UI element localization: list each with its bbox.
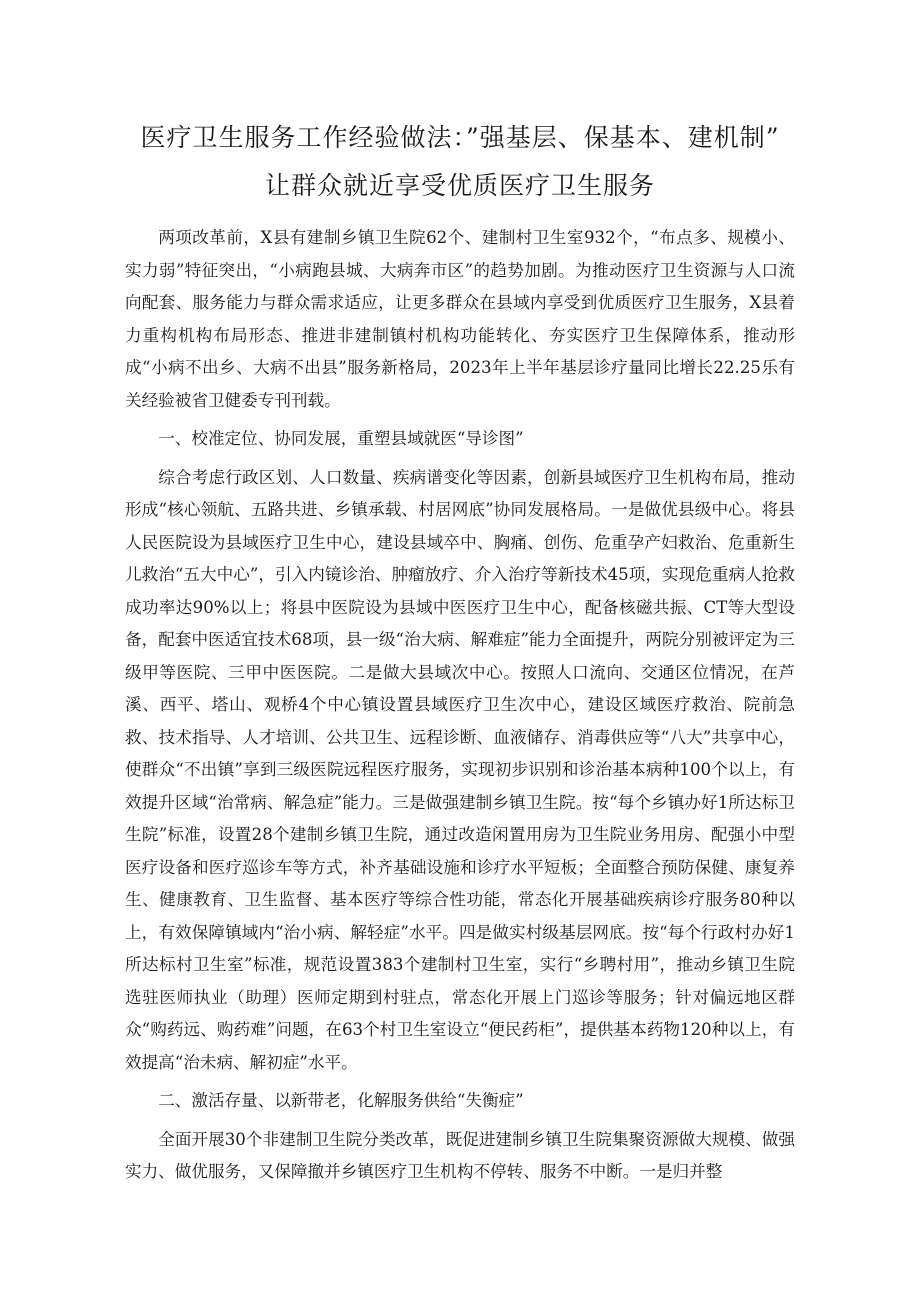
paragraph-section-2: 全面开展30个非建制卫生院分类改革，既促进建制乡镇卫生院集聚资源做大规模、做强实力、做优服务，又保障撤并乡镇医疗卫生机构不停转、服务不中断。一是归并整 <box>125 1129 795 1181</box>
document-title-line-1: 医疗卫生服务工作经验做法：”强基层、保基本、建机制” <box>140 123 780 152</box>
document-title-line-2: 让群众就近享受优质医疗卫生服务 <box>264 171 655 200</box>
section-heading-2: 二、激活存量、以新带老，化解服务供给“失衡症” <box>158 1091 524 1110</box>
section-heading-1: 一、校准定位、协同发展，重塑县域就医“导诊图” <box>158 429 524 448</box>
document-body <box>125 222 795 1189</box>
paragraph-section-1: 综合考虑行政区划、人口数量、疾病谱变化等因素，创新县域医疗卫生机构布局，推动形成“核心领航、五路共进、乡镇承载、村居网底”协同发展格局。一是做优县级中心。将县人民医院设为县域医疗卫生中心，建设县域卒中、胸痛、创伤、危重孕产妇救治、危重新生儿救治“五大中心”，引入内镜诊治、肿瘤放疗、介入治疗等新技术45项，实现危重病人抢救成功率达90%以上；将县中医院设为县域中医医疗卫生中心，配备核磁共振、CT等大型设备，配套中医适宜技术68项，县一级“治大病、解难症”能力全面提升，两院分别被评定为三级甲等医院、三甲中医医院。二是做大县域次中心。按照人口流向、交通区位情况，在芦溪、西平、塔山、观桥4个中心镇设置县域医疗卫生次中心，建设区域医疗救治、院前急救、技术指导、人才培训、公共卫生、远程诊断、血液储存、消毒供应等“八大”共享中心，使群众“不出镇”享到三级医院远程医疗服务，实现初步识别和诊治基本病种100个以上，有效提升区域“治常病、解急症”能力。三是做强建制乡镇卫生院。按“每个乡镇办好1所达标卫生院”标准，设置28个建制乡镇卫生院，通过改造闲置用房为卫生院业务用房、配强小中型医疗设备和医疗巡诊车等方式，补齐基础设施和诊疗水平短板；全面整合预防保健、康复养生、健康教育、卫生监督、基本医疗等综合性功能，常态化开展基础疾病诊疗服务80种以上，有效保障镇域内“治小病、解轻症”水平。四是做实村级基层网底。按“每个行政村办好1所达标村卫生室”标准，规范设置383个建制村卫生室，实行“乡聘村用”，推动乡镇卫生院选驻医师执业（助理）医师定期到村驻点，常态化开展上门巡诊等服务；针对偏远地区群众“购药远、购药难”问题，在63个村卫生室设立“便民药柜”，提供基本药物120种以上，有效提高“治未病、解初症”水平。 <box>125 467 795 1072</box>
paragraph-intro: 两项改革前，X县有建制乡镇卫生院62个、建制村卫生室932个，“布点多、规模小、实力弱”特征突出，“小病跑县城、大病奔市区”的趋势加剧。为推动医疗卫生资源与人口流向配套、服务能力与群众需求适应，让更多群众在县域内享受到优质医疗卫生服务，X县着力重构机构布局形态、推进非建制镇村机构功能转化、夯实医疗卫生保障体系，推动形成“小病不出乡、大病不出县”服务新格局，2023年上半年基层诊疗量同比增长22.25乐有关经验被省卫健委专刊刊载。 <box>125 228 795 410</box>
